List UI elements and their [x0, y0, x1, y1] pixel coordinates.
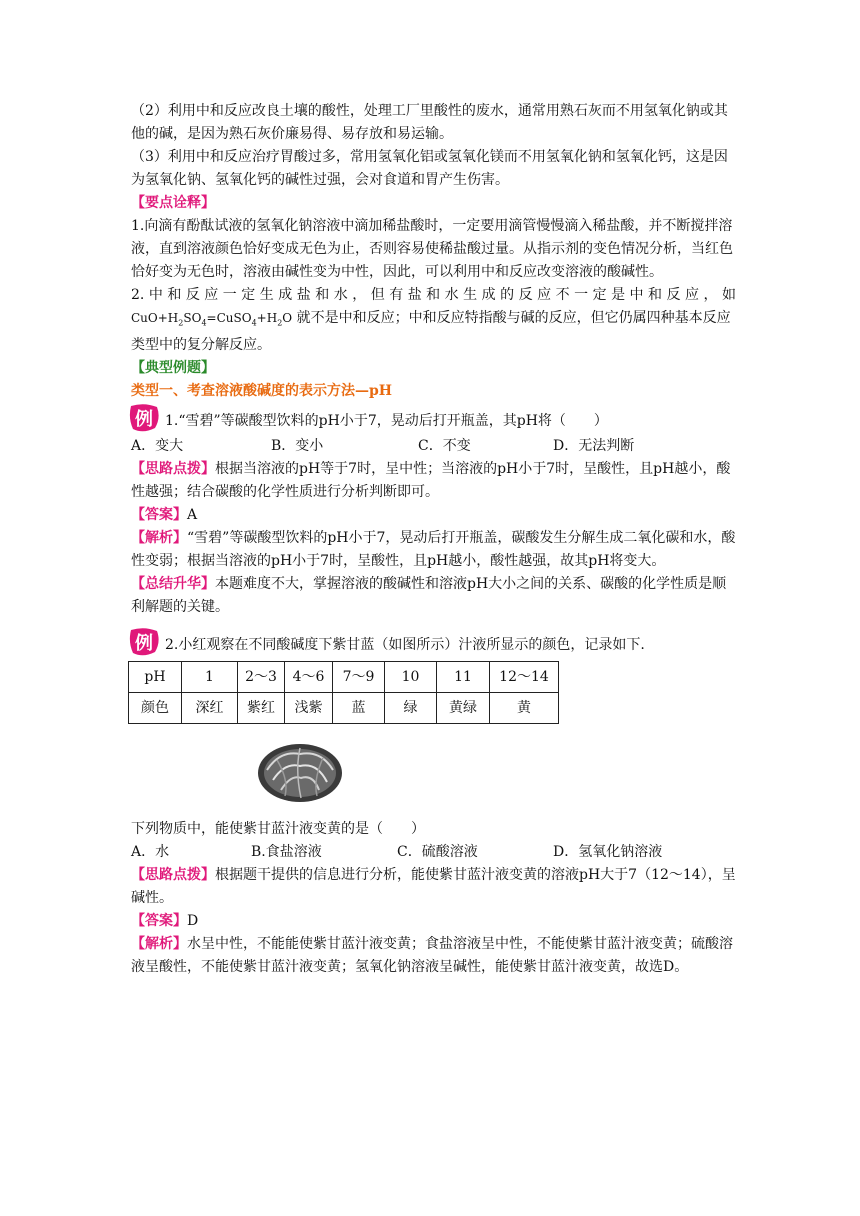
purple-cabbage-image: [255, 740, 345, 804]
q1-answer: 【答案】A: [131, 507, 198, 524]
table-cell: 蓝: [333, 693, 385, 724]
q1-option-c: C．不变: [418, 438, 471, 455]
ph-color-table: [128, 661, 559, 724]
q1-hint: 【思路点拨】根据当溶液的pH等于7时，呈中性；当溶液的pH小于7时，呈酸性，且pH越小，酸性越强；结合碳酸的化学性质进行分析判断即可。: [131, 461, 731, 501]
table-cell: 绿: [385, 693, 437, 724]
question-1-options: [131, 435, 736, 458]
table-cell: 颜色: [129, 693, 182, 724]
table-cell: 2～3: [238, 662, 285, 693]
q1-option-b: B．变小: [271, 438, 324, 455]
table-cell: 11: [437, 662, 490, 693]
question-2: 2.小红观察在不同酸碱度下紫甘蓝（如图所示）汁液所显示的颜色，记录如下.: [165, 637, 645, 654]
paragraph-2: （2）利用中和反应改良土壤的酸性，处理工厂里酸性的废水，通常用熟石灰而不用氢氧化钠或其他的碱，是因为熟石灰价廉易得、易存放和易运输。: [131, 103, 728, 142]
q2-option-c: C．硫酸溶液: [397, 844, 478, 861]
document-content: [131, 100, 736, 979]
q2-analysis: 【解析】水呈中性，不能能使紫甘蓝汁液变黄；食盐溶液呈中性，不能使紫甘蓝汁液变黄；硫酸溶液呈酸性，不能使紫甘蓝汁液变黄；氢氧化钠溶液呈碱性，能使紫甘蓝汁液变黄，故选D。: [131, 936, 733, 976]
question-2-prompt: 下列物质中，能使紫甘蓝汁液变黄的是（ ）: [131, 821, 425, 838]
example-badge-icon: [127, 403, 161, 433]
table-cell: 7～9: [333, 662, 385, 693]
question-1: 1.“雪碧”等碳酸型饮料的pH小于7，晃动后打开瓶盖，其pH将（ ）: [165, 413, 608, 430]
q2-option-b: B.食盐溶液: [251, 844, 322, 861]
table-cell: 黄绿: [437, 693, 490, 724]
key-points-heading: 【要点诠释】: [131, 195, 215, 211]
example-1-row: [127, 403, 736, 435]
table-cell: pH: [129, 662, 182, 693]
typical-examples-heading: 【典型例题】: [131, 360, 215, 377]
example-badge-icon: [127, 627, 161, 657]
key-point-2-formula: $CuO+H_2SO_4=CuSO_4+H_2O$: [131, 311, 293, 328]
table-cell: 4～6: [285, 662, 333, 693]
table-cell: 浅紫: [285, 693, 333, 724]
q2-option-d: D．氢氧化钠溶液: [553, 844, 663, 861]
question-2-options: [131, 841, 736, 864]
q1-summary: 【总结升华】本题难度不大，掌握溶液的酸碱性和溶液pH大小之间的关系、碳酸的化学性质是顺利解题的关键。: [131, 576, 727, 616]
table-cell: 10: [385, 662, 437, 693]
q1-option-a: A．变大: [131, 438, 184, 455]
example-2-row: [127, 627, 736, 659]
example-badge-char-2: 例: [135, 633, 153, 655]
key-point-2: [131, 284, 736, 357]
q1-analysis: 【解析】“雪碧”等碳酸型饮料的pH小于7，晃动后打开瓶盖，碳酸发生分解生成二氧化碳和水，酸性变弱；根据当溶液的pH小于7时，呈酸性，且pH越小，酸性越强，故其pH将变大。: [131, 530, 736, 570]
table-cell: 紫红: [238, 693, 285, 724]
table-cell: 1: [182, 662, 238, 693]
example-badge-char: 例: [135, 409, 153, 431]
q1-option-d: D．无法判断: [553, 438, 635, 455]
table-cell: 深红: [182, 693, 238, 724]
q2-answer: 【答案】D: [131, 913, 199, 930]
table-cell: 黄: [490, 693, 559, 724]
ph-row: [129, 662, 559, 693]
paragraph-3: （3）利用中和反应治疗胃酸过多，常用氢氧化铝或氢氧化镁而不用氢氧化钠和氢氧化钙，这是因为氢氧化钠、氢氧化钙的碱性过强，会对食道和胃产生伤害。: [131, 149, 728, 188]
key-point-1: 1.向滴有酚酞试液的氢氧化钠溶液中滴加稀盐酸时，一定要用滴管慢慢滴入稀盐酸，并不断搅拌溶液，直到溶液颜色恰好变成无色为止，否则容易使稀盐酸过量。从指示剂的变色情况分析，当红色恰好变为无色时，溶液由碱性变为中性，因此，可以利用中和反应改变溶液的酸碱性。: [131, 218, 733, 280]
type-one-heading: 类型一、考查溶液酸碱度的表示方法—pH: [131, 383, 393, 400]
key-point-2-line1: 2.中和反应一定生成盐和水，但有盐和水生成的反应不一定是中和反应，如: [131, 287, 736, 303]
q2-hint: 【思路点拨】根据题干提供的信息进行分析，能使紫甘蓝汁液变黄的溶液pH大于7（12～14），呈碱性。: [131, 867, 736, 907]
key-point-2-rest: 就不是中和反应；中和反应特指酸与碱的反应，但它仍属四种基本反应类型中的复分解反应。: [131, 310, 731, 354]
q2-option-a: A．水: [131, 844, 170, 861]
color-row: [129, 693, 559, 724]
table-cell: 12～14: [490, 662, 559, 693]
